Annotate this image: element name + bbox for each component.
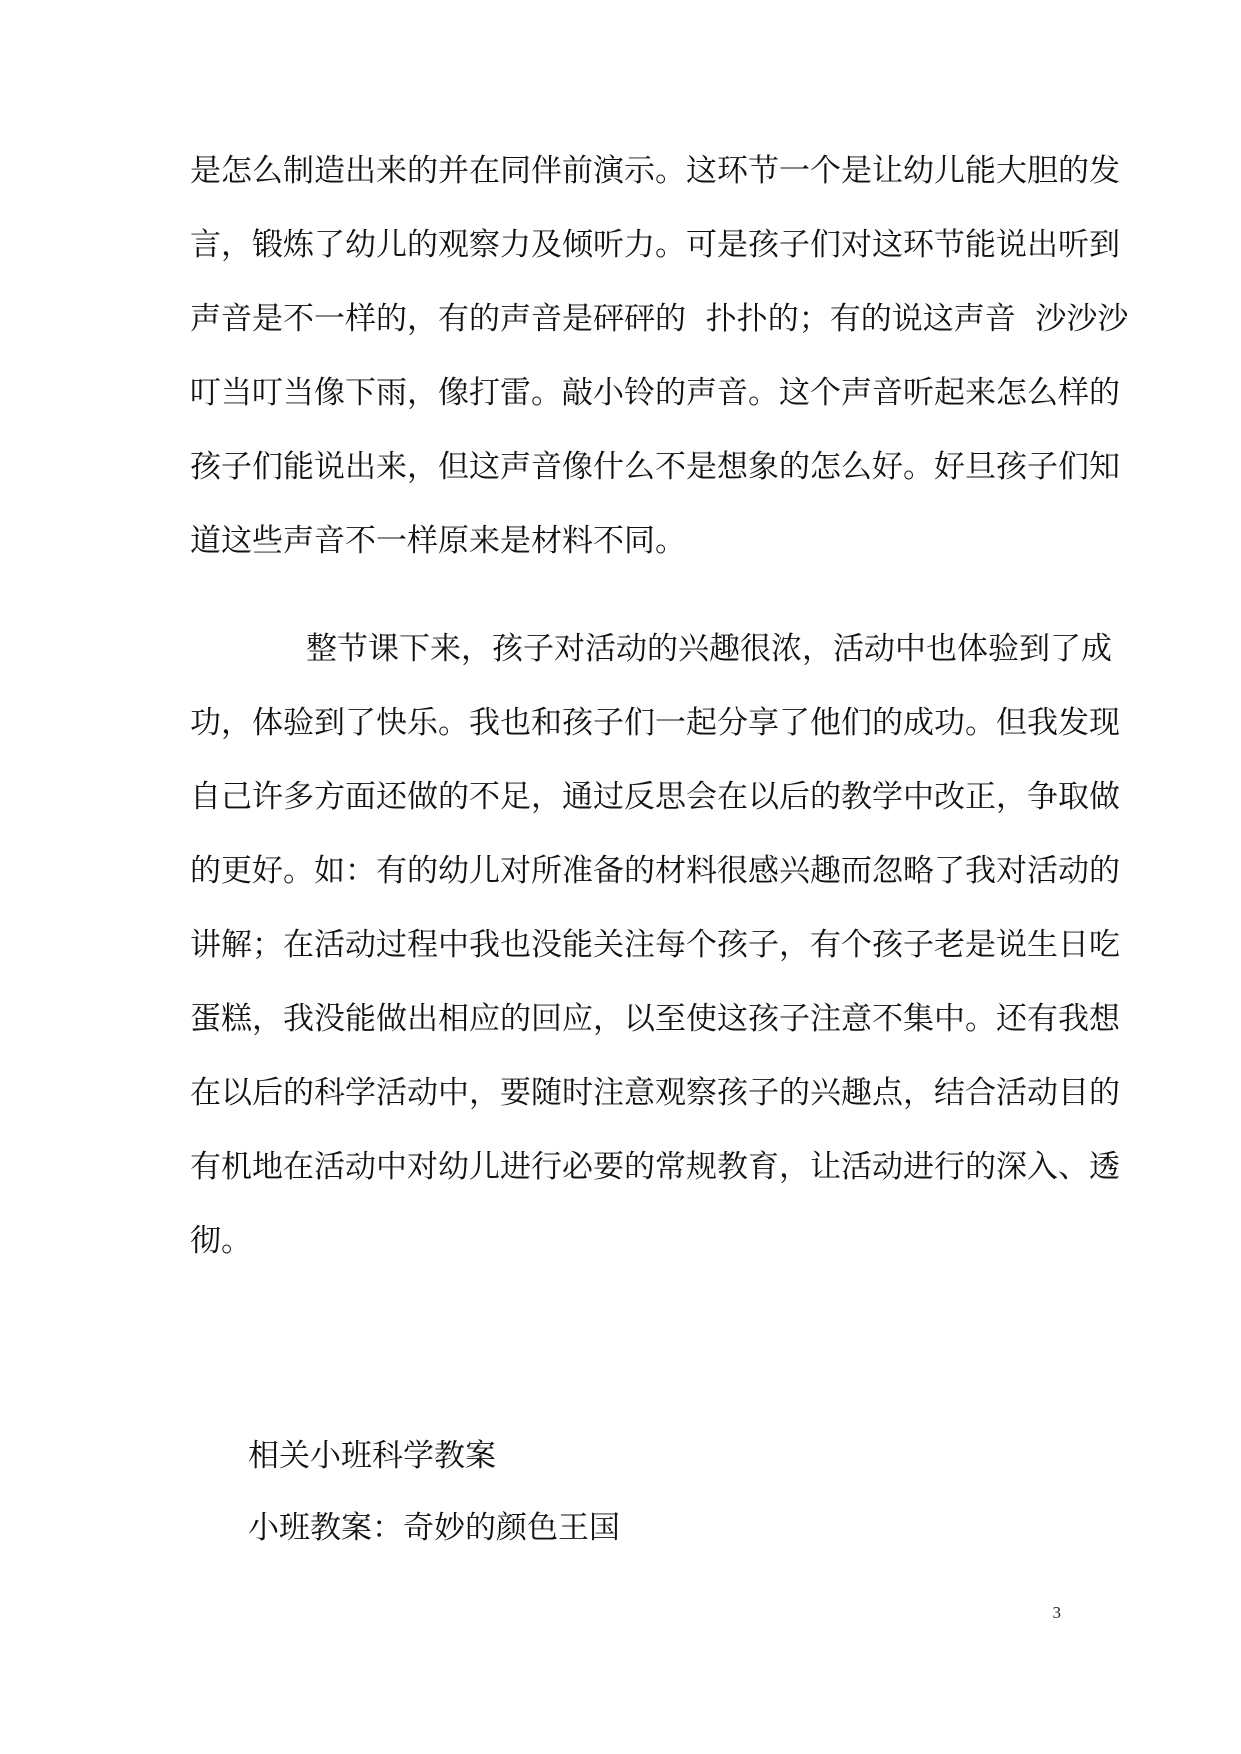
paragraph-line: 叮当叮当像下雨，像打雷。敲小铃的声音。这个声音听起来怎么样的 [190, 375, 1120, 411]
paragraph-line: 功，体验到了快乐。我也和孩子们一起分享了他们的成功。但我发现 [190, 705, 1120, 741]
paragraph-line: 在以后的科学活动中，要随时注意观察孩子的兴趣点，结合活动目的 [190, 1075, 1120, 1111]
paragraph-line: 声音是不一样的，有的声音是砰砰的 扑扑的；有的说这声音 沙沙沙 [190, 301, 1129, 337]
body-text [190, 134, 1129, 1278]
paragraph-line: 道这些声音不一样原来是材料不同。 [190, 523, 686, 559]
paragraph-line: 孩子们能说出来，但这声音像什么不是想象的怎么好。好旦孩子们知 [190, 449, 1120, 485]
paragraph-first-line: 整节课下来，孩子对活动的兴趣很浓，活动中也体验到了成 [306, 631, 1112, 667]
paragraph-line: 自己许多方面还做的不足，通过反思会在以后的教学中改正，争取做 [190, 779, 1120, 815]
related-link[interactable]: 小班教案：奇妙的颜色王国 [248, 1510, 620, 1546]
paragraph-line: 蛋糕，我没能做出相应的回应，以至使这孩子注意不集中。还有我想 [190, 1001, 1120, 1037]
paragraph-line: 彻。 [190, 1223, 252, 1259]
page-number: 3 [1052, 1603, 1061, 1622]
related-section [248, 1420, 948, 1564]
paragraph-line: 是怎么制造出来的并在同伴前演示。这环节一个是让幼儿能大胆的发 [190, 153, 1120, 189]
paragraph-line: 有机地在活动中对幼儿进行必要的常规教育，让活动进行的深入、透 [190, 1149, 1120, 1185]
paragraph-line: 讲解；在活动过程中我也没能关注每个孩子，有个孩子老是说生日吃 [190, 927, 1120, 963]
paragraph-line: 言，锻炼了幼儿的观察力及倾听力。可是孩子们对这环节能说出听到 [190, 227, 1120, 263]
paragraph-line: 的更好。如：有的幼儿对所准备的材料很感兴趣而忽略了我对活动的 [190, 853, 1120, 889]
related-heading: 相关小班科学教案 [248, 1438, 496, 1474]
